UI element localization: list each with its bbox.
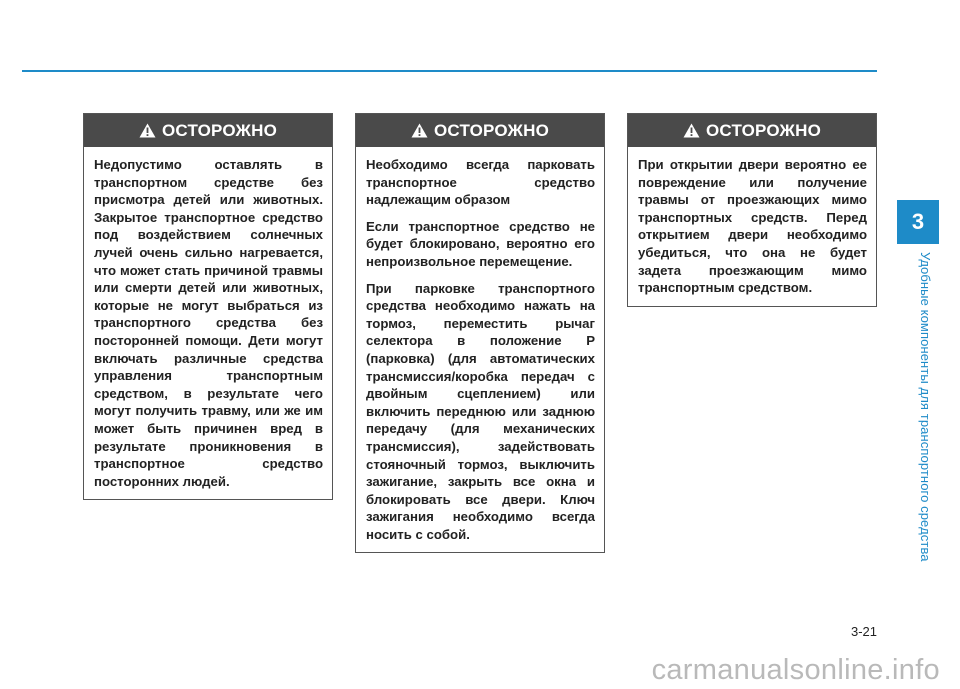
warning-body — [628, 147, 876, 306]
chapter-title: Удобные компоненты для транспортного средства — [918, 252, 933, 562]
warning-paragraph: При открытии двери вероятно ее повреждение или получение травмы от проезжающих мимо транспортных средств. Перед открытием двери необходимо убедиться, что она не будет задета проезжающим мимо транспортным средством. — [638, 157, 867, 296]
warning-triangle-icon — [411, 123, 428, 138]
warning-box-parking — [355, 113, 605, 553]
warning-header — [356, 114, 604, 147]
header-rule — [22, 70, 877, 72]
warning-body — [84, 147, 332, 499]
warning-title: ОСТОРОЖНО — [433, 120, 550, 140]
warning-paragraph: Если транспортное средство не будет блокировано, вероятно его непроизвольное перемещение. — [366, 218, 595, 269]
warning-paragraph: При парковке транспортного средства необходимо нажать на тормоз, переместить рычаг селектора в положение P (парковка) (для автоматических трансмиссия/коробка передач с двойным сцеплением) или включить переднюю или заднюю передачу (для механических трансмиссия), задействовать стояночный тормоз, выключить зажигание, закрыть все окна и блокировать все двери. Ключ зажигания необходимо всегда носить с собой. — [366, 280, 595, 542]
warning-paragraph: Недопустимо оставлять в транспортном средстве без присмотра детей или животных. Закрытое транспортное средство под воздействием солнечных лучей очень сильно нагревается, что может стать причиной травмы или смерти детей или животных, которые не могут выбраться из транспортного средства без посторонней помощи. Дети могут включать различные средства управления транспортным средством, в результате чего могут получить травму, или же им может быть причинен вред в результате проникновения в транспортное средство посторонних людей. — [94, 157, 323, 489]
warning-triangle-icon — [139, 123, 156, 138]
warning-box-child-left — [83, 113, 333, 500]
warning-title: ОСТОРОЖНО — [705, 120, 822, 140]
chapter-tab[interactable]: 3 — [897, 200, 939, 244]
warning-header — [628, 114, 876, 147]
page-number: 3-21 — [850, 624, 877, 639]
warning-header — [84, 114, 332, 147]
warning-body — [356, 147, 604, 552]
watermark: carmanualsonline.info — [651, 654, 940, 686]
warning-box-door — [627, 113, 877, 307]
warning-title: ОСТОРОЖНО — [161, 120, 278, 140]
warning-triangle-icon — [683, 123, 700, 138]
warning-paragraph: Необходимо всегда парковать транспортное средство надлежащим образом — [366, 157, 595, 208]
